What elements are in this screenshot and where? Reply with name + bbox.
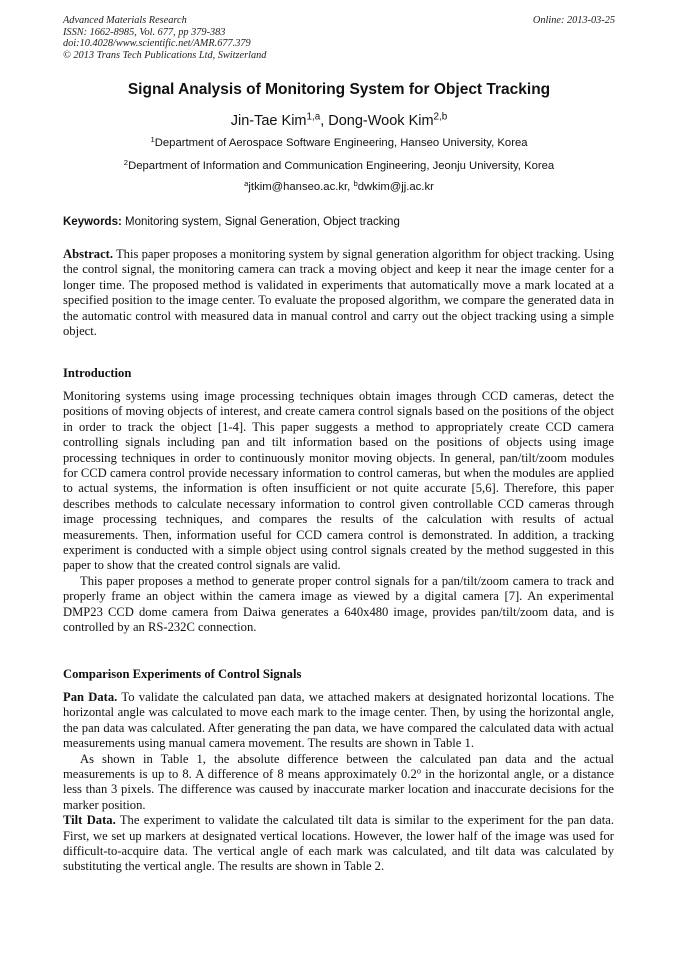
introduction-body (63, 389, 614, 636)
journal-doi: doi:10.4028/www.scientific.net/AMR.677.379 (63, 38, 251, 50)
abstract (63, 247, 614, 339)
paper-title: Signal Analysis of Monitoring System for Object Tracking (127, 81, 551, 98)
tilt-data-label: Tilt Data. (63, 813, 116, 828)
affiliation-1 (63, 134, 615, 149)
abstract-paragraph (63, 247, 614, 339)
pan-data-paragraph (63, 690, 614, 752)
author-2-sup: 2,b (433, 111, 448, 123)
tilt-data-text: The experiment to validate the calculated tilt data is similar to the experiment for the pan data. First, we set up markers at designated vertical locations. However, the lower half of the image was used for difficult-to-acquire data. The vertical angle of each mark was calculated, and tilt data was calculated by substituting the vertical angle. The results are shown in Table 2. (63, 813, 614, 874)
keywords (63, 216, 615, 228)
email-a: jtkim@hanseo.ac.kr, (248, 181, 354, 193)
email-b-sup: b (353, 178, 358, 188)
comparison-heading: Comparison Experiments of Control Signals (63, 667, 302, 681)
introduction-heading: Introduction (63, 366, 132, 380)
affiliation-1-text: Department of Aerospace Software Engineering, Hanseo University, Korea (154, 137, 528, 149)
pan-difference-paragraph (63, 752, 614, 814)
affiliation-2 (63, 157, 615, 172)
pan-data-text: To validate the calculated pan data, we attached makers at designated horizontal locations. The horizontal angle was calculated to move each mark to the image center. Then, by using the horizontal angle, the pan data was calculated. After generating the pan data, we have compared the calculated data with actual measurements using manual camera movement. The results are shown in Table 1. (63, 690, 614, 751)
journal-name: Advanced Materials Research (63, 15, 187, 26)
degree-sup: o (416, 765, 422, 776)
author-line (63, 113, 615, 129)
keywords-label: Keywords: (63, 216, 122, 228)
abstract-text: This paper proposes a monitoring system by signal generation algorithm for object tracking. Using the control signal, the monitoring camera can track a moving object and keep it near the image center for a longer time. The proposed method is validated in experiments that automatically move a mark located at a specified position to the image center. To evaluate the proposed algorithm, we compare the generated data in the automatic control with measured data in manual control and carry out the object tracking using a simple object. (63, 247, 614, 339)
pan-data-label: Pan Data. (63, 690, 118, 704)
email-b: dwkim@jj.ac.kr (357, 181, 434, 193)
journal-header (63, 15, 615, 61)
abstract-label: Abstract. (63, 247, 114, 261)
author-1-sup: 1,a (306, 111, 321, 123)
keywords-text: Monitoring system, Signal Generation, Object tracking (121, 216, 400, 228)
author-separator: , (320, 113, 329, 129)
pan-difference-text-a: As shown in Table 1, the absolute difference between the calculated pan data and the actual measurements is up to 8. A difference of 8 means approximately 0.2 (63, 751, 614, 782)
author-1-name: Jin-Tae Kim (230, 113, 307, 129)
online-date: Online: 2013-03-25 (532, 15, 615, 26)
pan-difference-text-b: in the horizontal angle, or a distance less than 3 pixels. The difference was caused by inaccurate marker location and inaccurate decisions for the marker position. (63, 767, 614, 812)
email-a-sup: a (244, 178, 249, 188)
introduction-paragraph-2: This paper proposes a method to generate proper control signals for a pan/tilt/zoom camera to track and properly frame an object within the camera image as viewed by a digital camera [7]. An experimental DMP23 CCD dome camera from Daiwa generates a 640x480 image, provides pan/tilt/zoom data, and is controlled by an RS-232C connection. (63, 573, 614, 635)
tilt-data-paragraph (63, 813, 614, 875)
journal-issn: ISSN: 1662-8985, Vol. 677, pp 379-383 (63, 26, 226, 38)
affiliation-2-text: Department of Information and Communication Engineering, Jeonju University, Korea (128, 160, 555, 172)
affiliation-1-sup: 1 (150, 134, 155, 144)
introduction-paragraph-1: Monitoring systems using image processing techniques obtain images through CCD cameras, detect the positions of moving objects of interest, and create camera control signals based on the positions of the object in order to track the object [1-4]. This paper suggests a method to appropriately create CCD camera controlling signals including pan and tilt information based on the positions of objects using image processing techniques in order to continuously monitor moving objects. In general, pan/tilt/zoom modules for CCD camera control provide necessary information to control cameras, but when the modules are applied to actual systems, the information is often insufficient or not quite accurate [5,6]. Therefore, this paper describes methods to calculate necessary information to control given controllable CCD cameras through image processing techniques, and compares the results of the calculation with results of actual measurements. Then, information useful for CCD camera control is demonstrated. In addition, a tracking experiment is conducted with a simple object using control signals created by the method suggested in this paper to show that the created control signals are valid. (63, 389, 614, 573)
author-2-name: Dong-Wook Kim (328, 113, 434, 129)
comparison-body (63, 690, 614, 875)
journal-copyright: © 2013 Trans Tech Publications Ltd, Switzerland (63, 49, 267, 61)
affiliation-2-sup: 2 (123, 157, 129, 167)
author-emails (63, 178, 615, 193)
